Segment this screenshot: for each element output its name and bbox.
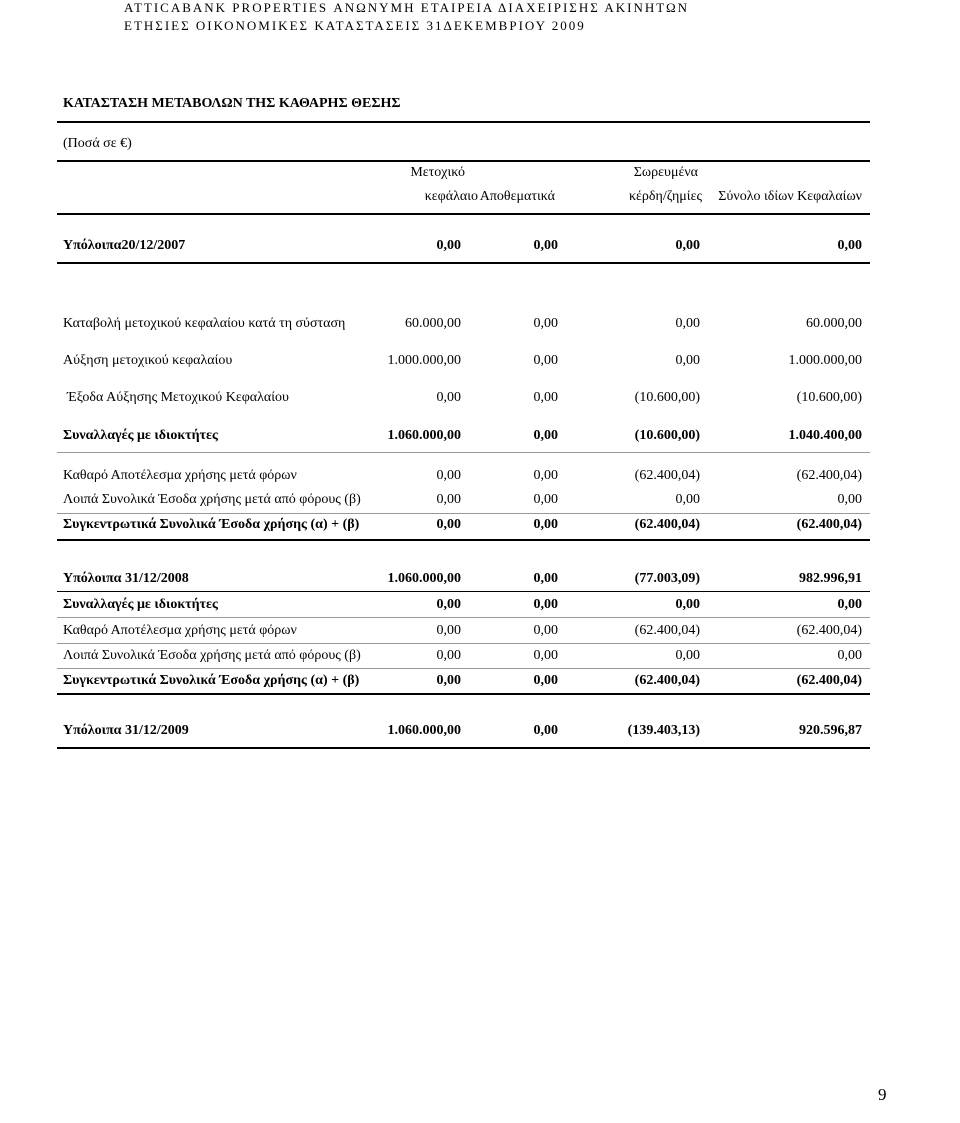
cell-share-capital: 1.060.000,00 — [387, 428, 461, 443]
cell-retained: 0,00 — [675, 316, 700, 331]
cell-reserves: 0,00 — [533, 571, 558, 586]
table-row — [63, 648, 866, 666]
cell-share-capital: 60.000,00 — [405, 316, 461, 331]
statement-title: ΚΑΤΑΣΤΑΣΗ ΜΕΤΑΒΟΛΩΝ ΤΗΣ ΚΑΘΑΡΗΣ ΘΕΣΗΣ — [63, 96, 401, 111]
row-label: Καταβολή μετοχικού κεφαλαίου κατά τη σύσταση — [63, 316, 346, 331]
cell-share-capital: 0,00 — [436, 673, 461, 688]
cell-reserves: 0,00 — [533, 673, 558, 688]
row-label: Συναλλαγές με ιδιοκτήτες — [63, 428, 218, 443]
cell-total: (62.400,04) — [796, 623, 862, 638]
cell-retained: (62.400,04) — [634, 468, 700, 483]
cell-retained: 0,00 — [675, 353, 700, 368]
cell-total: 0,00 — [837, 597, 862, 612]
cell-reserves: 0,00 — [533, 316, 558, 331]
cell-reserves: 0,00 — [533, 468, 558, 483]
cell-reserves: 0,00 — [533, 723, 558, 738]
table-row — [63, 673, 866, 691]
cell-retained: 0,00 — [675, 648, 700, 663]
cell-total: 0,00 — [837, 648, 862, 663]
cell-reserves: 0,00 — [533, 428, 558, 443]
cell-total: 1.000.000,00 — [788, 353, 862, 368]
row-label: Υπόλοιπα20/12/2007 — [63, 238, 186, 253]
cell-retained: (10.600,00) — [634, 428, 700, 443]
row-rule — [57, 539, 870, 541]
cell-total: (62.400,04) — [796, 517, 862, 532]
row-label: Λοιπά Συνολικά Έσοδα χρήσης μετά από φόρους (β) — [63, 492, 361, 507]
cell-total: (62.400,04) — [796, 673, 862, 688]
cell-reserves: 0,00 — [533, 492, 558, 507]
title-rule — [57, 121, 870, 123]
table-row — [63, 517, 866, 535]
document-header-company: ATTICABANK PROPERTIES ΑΝΩΝΥΜΗ ΕΤΑΙΡΕΙΑ ΔΙΑΧΕΙΡΙΣΗΣ ΑΚΙΝΗΤΩΝ — [124, 0, 690, 15]
column-header-retained-1: Σωρευμένα — [633, 165, 698, 180]
currency-note: (Ποσά σε €) — [63, 136, 132, 151]
table-row — [63, 316, 866, 334]
cell-retained: (62.400,04) — [634, 517, 700, 532]
cell-reserves: 0,00 — [533, 238, 558, 253]
row-rule — [57, 452, 870, 453]
column-header-rule — [57, 213, 870, 215]
table-row — [63, 390, 866, 408]
cell-total: 60.000,00 — [806, 316, 862, 331]
cell-retained: (62.400,04) — [634, 623, 700, 638]
cell-total: 982.996,91 — [799, 571, 862, 586]
row-rule — [57, 513, 870, 514]
cell-share-capital: 0,00 — [436, 597, 461, 612]
table-row — [63, 238, 866, 256]
cell-retained: 0,00 — [675, 597, 700, 612]
unit-rule — [57, 160, 870, 162]
row-label: Αύξηση μετοχικού κεφαλαίου — [63, 353, 233, 368]
cell-reserves: 0,00 — [533, 648, 558, 663]
cell-total: (10.600,00) — [796, 390, 862, 405]
row-rule — [57, 617, 870, 618]
cell-share-capital: 0,00 — [436, 390, 461, 405]
row-label: Καθαρό Αποτέλεσμα χρήσης μετά φόρων — [63, 468, 297, 483]
cell-share-capital: 0,00 — [436, 623, 461, 638]
cell-retained: 0,00 — [675, 492, 700, 507]
cell-total: 0,00 — [837, 492, 862, 507]
cell-retained: (139.403,13) — [627, 723, 700, 738]
row-label: Υπόλοιπα 31/12/2008 — [63, 571, 189, 586]
table-row — [63, 723, 866, 741]
table-row — [63, 492, 866, 510]
cell-total: 0,00 — [837, 238, 862, 253]
row-label: Συναλλαγές με ιδιοκτήτες — [63, 597, 218, 612]
cell-retained: (62.400,04) — [634, 673, 700, 688]
cell-retained: (77.003,09) — [634, 571, 700, 586]
table-row — [63, 597, 866, 615]
cell-retained: (10.600,00) — [634, 390, 700, 405]
row-label: Συγκεντρωτικά Συνολικά Έσοδα χρήσης (α) + (β) — [63, 673, 360, 688]
row-rule — [57, 668, 870, 669]
row-label: Καθαρό Αποτέλεσμα χρήσης μετά φόρων — [63, 623, 297, 638]
column-header-total-equity: Σύνολο ιδίων Κεφαλαίων — [718, 189, 862, 204]
cell-reserves: 0,00 — [533, 353, 558, 368]
cell-retained: 0,00 — [675, 238, 700, 253]
row-label: Λοιπά Συνολικά Έσοδα χρήσης μετά από φόρους (β) — [63, 648, 361, 663]
cell-total: 920.596,87 — [799, 723, 862, 738]
row-rule — [57, 747, 870, 749]
table-row — [63, 353, 866, 371]
column-header-reserves: Αποθεματικά — [479, 189, 555, 204]
table-row — [63, 623, 866, 641]
row-rule — [57, 591, 870, 592]
column-header-share-capital-2: κεφάλαιο — [424, 189, 478, 204]
cell-share-capital: 1.060.000,00 — [387, 723, 461, 738]
cell-share-capital: 0,00 — [436, 468, 461, 483]
row-label: Συγκεντρωτικά Συνολικά Έσοδα χρήσης (α) + (β) — [63, 517, 360, 532]
row-label: Έξοδα Αύξησης Μετοχικού Κεφαλαίου — [67, 390, 289, 405]
cell-total: 1.040.400,00 — [788, 428, 862, 443]
cell-share-capital: 0,00 — [436, 492, 461, 507]
cell-total: (62.400,04) — [796, 468, 862, 483]
row-rule — [57, 262, 870, 264]
document-header-subtitle: ΕΤΗΣΙΕΣ ΟΙΚΟΝΟΜΙΚΕΣ ΚΑΤΑΣΤΑΣΕΙΣ 31ΔΕΚΕΜΒΡΙΟΥ 2009 — [124, 18, 586, 33]
row-rule — [57, 693, 870, 695]
cell-reserves: 0,00 — [533, 390, 558, 405]
table-row — [63, 428, 866, 446]
cell-share-capital: 0,00 — [436, 517, 461, 532]
cell-share-capital: 0,00 — [436, 648, 461, 663]
column-header-retained-2: κέρδη/ζημίες — [629, 189, 702, 204]
cell-reserves: 0,00 — [533, 517, 558, 532]
row-rule — [57, 643, 870, 644]
table-row — [63, 468, 866, 486]
row-label: Υπόλοιπα 31/12/2009 — [63, 723, 189, 738]
column-header-share-capital-1: Μετοχικό — [410, 165, 465, 180]
cell-share-capital: 1.000.000,00 — [387, 353, 461, 368]
cell-share-capital: 1.060.000,00 — [387, 571, 461, 586]
table-row — [63, 571, 866, 589]
cell-share-capital: 0,00 — [436, 238, 461, 253]
cell-reserves: 0,00 — [533, 623, 558, 638]
cell-reserves: 0,00 — [533, 597, 558, 612]
page-number: 9 — [878, 1085, 887, 1104]
